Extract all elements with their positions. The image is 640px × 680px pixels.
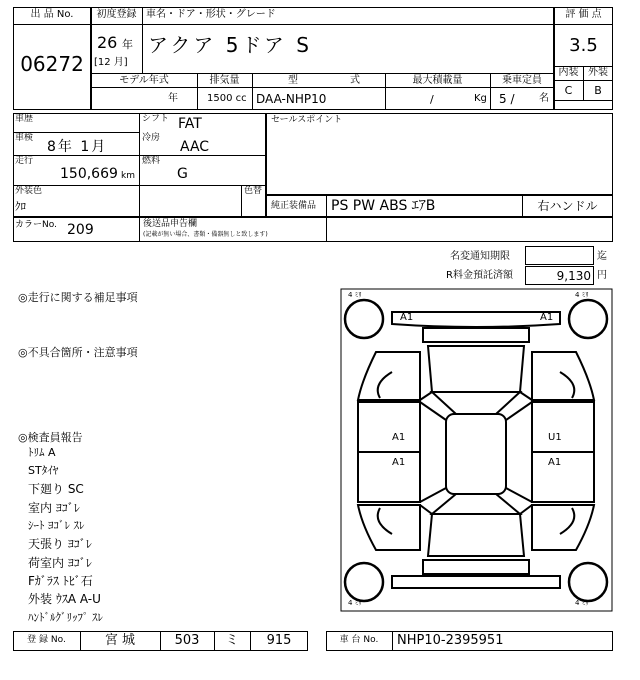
inspector-item: 下廻り SC: [28, 482, 84, 496]
max-load-slash: /: [430, 93, 434, 106]
reg-number: 915: [266, 633, 292, 648]
right-front-door: [532, 402, 594, 452]
mark-front-left: A1: [400, 312, 414, 323]
equipment-label: 純正装備品: [271, 201, 317, 211]
defects-notes-label: ◎不具合箇所・注意事項: [18, 346, 138, 359]
rear-bumper: [392, 576, 560, 588]
recycle-value: 9,130: [556, 269, 591, 283]
inspector-item: 外装 ｳｽA A-U: [28, 592, 101, 606]
shift-value: FAT: [178, 116, 202, 132]
type-label: 型: [288, 75, 298, 86]
left-rear-door: [358, 452, 420, 502]
inspector-item: ｼｰﾄ ﾖｺﾞﾚ ｽﾚ: [28, 519, 85, 532]
type-value: DAA-NHP10: [256, 92, 327, 106]
ac-value: AAC: [180, 139, 210, 155]
name-change-unit: 迄: [597, 251, 607, 262]
chassis-label: 車 台 No.: [339, 635, 379, 645]
tire-front-left: [345, 300, 383, 338]
tire-rear-left: [345, 563, 383, 601]
capacity-value: 5 /: [499, 92, 515, 106]
right-rear-door: [532, 452, 594, 502]
tire-tread-rr: 4 ﾐﾘ: [575, 599, 589, 607]
displacement-label: 排気量: [209, 75, 240, 86]
mark-left-front-door: A1: [392, 432, 406, 443]
ext-color-label: 外装色: [15, 186, 43, 196]
shift-label: シフト: [142, 114, 170, 124]
interior-label: 内装: [558, 67, 579, 78]
tire-tread-rl: 4 ﾐﾘ: [348, 599, 362, 607]
equipment-value: PS PW ABS ｴｱB: [331, 198, 436, 214]
inspector-report-label: ◎検査員報告: [18, 431, 83, 444]
car-name: アクア 5ドア S: [148, 33, 312, 57]
rating-label: 評 価 点: [565, 9, 602, 20]
fuel-value: G: [177, 166, 188, 182]
exterior-label: 外装: [588, 67, 608, 78]
exterior-grade: B: [594, 84, 602, 97]
post-doc-note: (記載が無い場合、書類・備器無しと致します): [143, 231, 268, 238]
recycle-label: R料金預託済額: [446, 270, 513, 281]
inspector-item: ﾊﾝﾄﾞﾙｸﾞﾘｯﾌﾟ ｽﾚ: [28, 611, 103, 624]
inspector-item: Fｶﾞﾗｽ ﾄﾋﾞ石: [28, 574, 93, 588]
model-year-value: 年: [168, 93, 178, 104]
windshield: [432, 392, 520, 414]
mileage-label: 走行: [15, 156, 34, 166]
inspector-item: 荷室内 ﾖｺﾞﾚ: [28, 556, 92, 570]
lot-number: 06272: [20, 52, 84, 76]
car-name-label: 車名・ドア・形状・グレード: [146, 9, 276, 20]
reg-kana: ミ: [225, 633, 239, 648]
chassis-value: NHP10-2395951: [397, 633, 504, 648]
tire-front-right: [569, 300, 607, 338]
tire-rear-right: [569, 563, 607, 601]
front-bumper: [392, 312, 560, 327]
type-label-2: 式: [350, 75, 360, 86]
name-change-label: 名変通知期限: [450, 251, 510, 262]
capacity-unit: 名: [539, 93, 549, 104]
tire-tread-fl: 4 ﾐﾘ: [348, 291, 362, 299]
inspector-item: 天張り ﾖｺﾞﾚ: [28, 537, 92, 551]
rear-window: [432, 494, 520, 514]
fuel-label: 燃料: [142, 156, 161, 166]
capacity-label: 乗車定員: [502, 75, 542, 86]
color-no-label: カラーNo.: [15, 220, 57, 230]
inspector-item: ﾄﾘﾑ A: [28, 446, 56, 459]
tire-tread-fr: 4 ﾐﾘ: [575, 291, 589, 299]
ac-label: 冷房: [142, 133, 161, 143]
max-load-label: 最大積載量: [412, 75, 463, 86]
displacement-value: 1500 cc: [207, 93, 247, 104]
recycle-unit: 円: [597, 270, 607, 281]
hood: [428, 346, 524, 392]
sales-point-label: セールスポイント: [271, 115, 343, 125]
interior-grade: C: [564, 84, 573, 97]
driving-notes-label: ◎走行に関する補足事項: [18, 291, 138, 304]
inspector-item: STﾀｲﾔ: [28, 464, 59, 477]
mileage-unit: km: [121, 171, 135, 181]
inspection-label: 車検: [15, 133, 34, 143]
front-grille: [423, 328, 529, 342]
history-label: 車歴: [15, 114, 34, 124]
max-load-unit: Kg: [474, 93, 487, 104]
reg-area: 宮 城: [104, 633, 136, 648]
rear-panel: [423, 560, 529, 574]
inspection-value: 8年 1月: [47, 139, 108, 155]
mark-right-front-door: U1: [548, 432, 562, 443]
mark-left-rear-door: A1: [392, 457, 406, 468]
roof: [446, 414, 506, 494]
left-front-door: [358, 402, 420, 452]
first-reg-year: 26: [97, 33, 118, 52]
color-change-label: 色替: [244, 186, 263, 196]
diagram-frame: [341, 289, 612, 611]
first-reg-label: 初度登録: [96, 9, 137, 20]
color-no-value: 209: [67, 222, 94, 238]
handle-value: 右ハンドル: [537, 199, 598, 213]
reg-label: 登 録 No.: [27, 635, 66, 645]
mark-right-rear-door: A1: [548, 457, 562, 468]
post-doc-label: 後送品申告欄: [143, 219, 198, 229]
trunk: [428, 514, 524, 556]
front-left-fender: [358, 352, 420, 400]
rear-left-fender: [358, 505, 420, 550]
first-reg-month: [12 月]: [94, 57, 128, 68]
reg-class: 503: [174, 633, 200, 648]
inspector-item: 室内 ﾖｺﾞﾚ: [28, 501, 80, 515]
model-year-label: モデル年式: [119, 75, 169, 86]
front-right-fender: [532, 352, 594, 400]
rating-value: 3.5: [569, 35, 598, 56]
first-reg-year-unit: 年: [122, 38, 133, 51]
mileage-value: 150,669: [60, 166, 118, 182]
rear-right-fender: [532, 505, 594, 550]
mark-front-right: A1: [540, 312, 554, 323]
lot-label: 出 品 No.: [30, 9, 74, 20]
ext-color-value: ｸﾛ: [15, 200, 26, 213]
